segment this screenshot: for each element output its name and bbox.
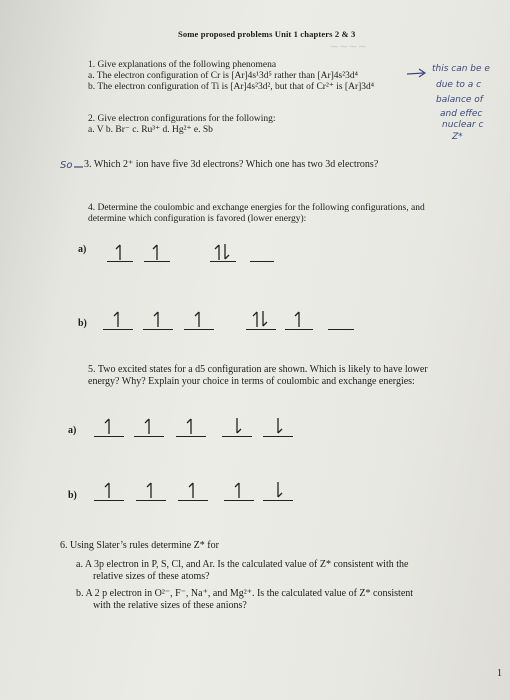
q1-part-b: b. The electron configuration of Ti is [Ar]4s²3d², but that of Cr²⁺ is [Ar]3d⁴ <box>88 82 375 92</box>
handwritten-arrow-icon <box>406 68 428 78</box>
q5-label-a: a) <box>68 425 77 436</box>
orbital-slot <box>94 436 124 437</box>
q6-part-b-line2: with the relative sizes of these anions? <box>93 600 247 611</box>
spin-up-arrow-icon <box>153 311 163 327</box>
spin-up-arrow-icon <box>186 418 196 434</box>
q4-stem-line2: determine which configuration is favored (lower energy): <box>88 214 307 224</box>
q4-stem-line1: 4. Determine the coulombic and exchange energies for the following configurations, and <box>88 203 425 213</box>
orbital-slot <box>210 261 236 262</box>
spin-up-arrow-icon <box>104 418 114 434</box>
orbital-slot <box>136 500 166 501</box>
orbital-slot <box>176 436 206 437</box>
q5-stem-line2: energy? Why? Explain your choice in terms of coulombic and exchange energies: <box>88 376 415 387</box>
handwritten-mark-so: So <box>60 160 73 171</box>
bleed-through-text: ∼∼∼∼ <box>330 41 367 53</box>
q5-label-b: b) <box>68 490 77 501</box>
orbital-slot <box>134 436 164 437</box>
spin-up-arrow-icon <box>234 482 244 498</box>
spin-down-arrow-icon <box>273 418 283 434</box>
orbital-slot <box>263 500 293 501</box>
orbital-slot <box>263 436 293 437</box>
handwritten-note-2: due to a c <box>436 80 482 90</box>
orbital-slot <box>246 329 276 330</box>
handwritten-note-1: this can be e <box>432 64 490 74</box>
q6-part-b-line1: b. A 2 p electron in O²⁻, F⁻, Na⁺, and Mg²⁺. Is the calculated value of Z* consistent <box>76 588 414 599</box>
spin-down-arrow-icon <box>220 244 230 260</box>
orbital-slot <box>107 261 133 262</box>
q4-label-b: b) <box>78 318 87 329</box>
q1-stem: 1. Give explanations of the following phenomena <box>88 60 277 70</box>
q6-part-a-line1: a. A 3p electron in P, S, Cl, and Ar. Is the calculated value of Z* consistent with the <box>76 559 409 570</box>
orbital-slot <box>184 329 214 330</box>
orbital-slot <box>285 329 313 330</box>
orbital-slot <box>143 329 173 330</box>
q4-label-a: a) <box>78 244 87 255</box>
spin-up-arrow-icon <box>152 244 162 260</box>
q5-stem-line1: 5. Two excited states for a d5 configuration are shown. Which is likely to have lower <box>88 364 428 375</box>
handwritten-note-6: Z* <box>452 132 463 142</box>
spin-up-arrow-icon <box>146 482 156 498</box>
q1-part-a: a. The electron configuration of Cr is [Ar]4s¹3d⁵ rather than [Ar]4s²3d⁴ <box>88 71 358 81</box>
handwritten-dash-icon <box>74 164 84 170</box>
q2-items: a. V b. Br⁻ c. Ru³⁺ d. Hg²⁺ e. Sb <box>88 125 213 135</box>
page-number: 1 <box>497 668 502 679</box>
orbital-slot <box>222 436 252 437</box>
q2-stem: 2. Give electron configurations for the following: <box>88 114 276 124</box>
spin-up-arrow-icon <box>144 418 154 434</box>
spin-up-arrow-icon <box>294 311 304 327</box>
q6-part-a-line2: relative sizes of these atoms? <box>93 571 210 582</box>
spin-down-arrow-icon <box>258 311 268 327</box>
spin-up-arrow-icon <box>104 482 114 498</box>
orbital-slot <box>94 500 124 501</box>
orbital-slot <box>328 329 354 330</box>
orbital-slot <box>103 329 133 330</box>
q6-stem: 6. Using Slater’s rules determine Z* for <box>60 540 219 551</box>
orbital-slot <box>178 500 208 501</box>
spin-up-arrow-icon <box>113 311 123 327</box>
spin-down-arrow-icon <box>232 418 242 434</box>
orbital-slot <box>250 261 274 262</box>
spin-up-arrow-icon <box>194 311 204 327</box>
handwritten-note-4: and effec <box>440 109 483 119</box>
handwritten-note-5: nuclear c <box>442 120 484 130</box>
orbital-slot <box>144 261 170 262</box>
spin-up-arrow-icon <box>115 244 125 260</box>
spin-down-arrow-icon <box>273 482 283 498</box>
handwritten-note-3: balance of <box>436 95 483 105</box>
orbital-slot <box>224 500 254 501</box>
page-title: Some proposed problems Unit 1 chapters 2 & 3 <box>178 29 356 39</box>
spin-up-arrow-icon <box>188 482 198 498</box>
q3-text: 3. Which 2⁺ ion have five 3d electrons? Which one has two 3d electrons? <box>84 159 379 170</box>
